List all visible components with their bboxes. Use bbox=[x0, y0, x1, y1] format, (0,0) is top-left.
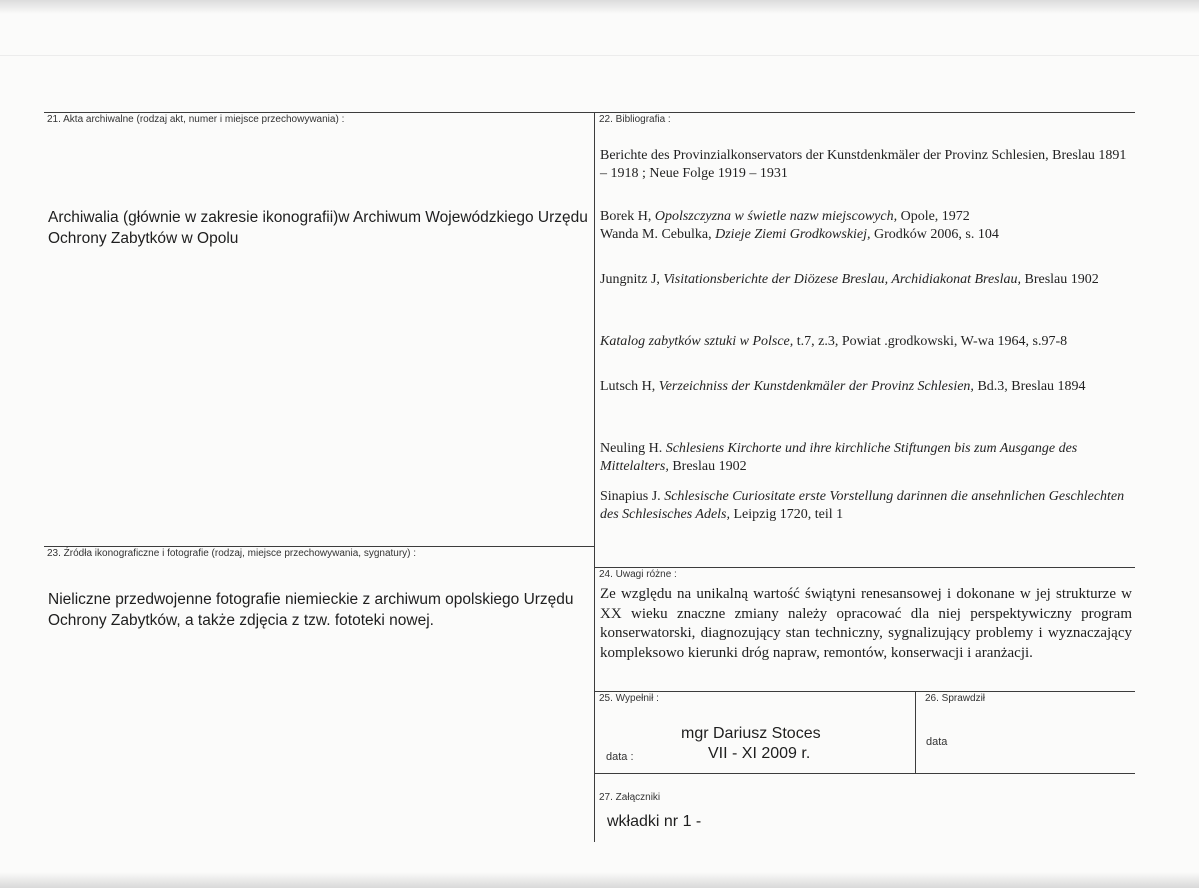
entry-details: Grodków 2006, s. 104 bbox=[870, 227, 999, 242]
bibliography-entry bbox=[600, 147, 1132, 183]
bibliography-entry bbox=[600, 226, 1132, 244]
entry-details: Breslau 1902 bbox=[1021, 272, 1099, 287]
bibliography-entry bbox=[600, 440, 1132, 476]
section25-26-divider bbox=[915, 691, 916, 773]
entry-details: t.7, z.3, Powiat .grodkowski, W-wa 1964, s.97-8 bbox=[793, 334, 1068, 349]
entry-title: Katalog zabytków sztuki w Polsce, bbox=[600, 334, 794, 349]
section21-label: 21. Akta archiwalne (rodzaj akt, numer i miejsce przechowywania) : bbox=[47, 114, 345, 125]
section22-label: 22. Bibliografia : bbox=[599, 114, 671, 125]
left-middle-rule bbox=[44, 546, 594, 547]
center-divider bbox=[594, 112, 595, 842]
scan-bottom-shadow bbox=[0, 872, 1199, 888]
bibliography-entry bbox=[600, 208, 1132, 226]
bibliography-entry bbox=[600, 333, 1132, 351]
filled-by-date: VII - XI 2009 r. bbox=[708, 745, 811, 762]
section26-date-label: data bbox=[926, 736, 948, 748]
section25-date-label: data : bbox=[606, 751, 634, 763]
entry-details: Bd.3, Breslau 1894 bbox=[973, 379, 1086, 394]
entry-title: Visitationsberichte der Diözese Breslau, Archidiakonat Breslau, bbox=[663, 272, 1021, 287]
scan-top-shadow bbox=[0, 0, 1199, 14]
entry-author: Jungnitz J, bbox=[600, 272, 664, 287]
section24-label: 24. Uwagi różne : bbox=[599, 569, 677, 580]
section23-text: Nieliczne przedwojenne fotografie niemieckie z archiwum opolskiego Urzędu Ochrony Zabytków, a także zdjęcia z tzw. fototeki nowej. bbox=[48, 591, 574, 629]
right-top-rule bbox=[595, 112, 1135, 113]
entry-title: Schlesische Curiositate erste Vorstellung darinnen die ansehnlichen Geschlechten des Schlesisches Adels, bbox=[600, 489, 1125, 522]
bibliography-entry bbox=[600, 488, 1132, 524]
entry-details: Leipzig 1720, teil 1 bbox=[730, 507, 844, 522]
right-section27-rule bbox=[595, 773, 1135, 774]
attachments-text: wkładki nr 1 - bbox=[607, 813, 702, 830]
bibliography-entry bbox=[600, 271, 1132, 289]
entry-title: Verzeichniss der Kunstdenkmäler der Provinz Schlesien, bbox=[658, 379, 974, 394]
entry-author: Neuling H. bbox=[600, 441, 666, 456]
scan-artifact-line bbox=[0, 55, 1199, 56]
filled-by-name: mgr Dariusz Stoces bbox=[681, 725, 821, 742]
entry-author: Wanda M. Cebulka, bbox=[600, 227, 716, 242]
entry-text: Berichte des Provinzialkonservators der Kunstdenkmäler der Provinz Schlesien, Breslau 1891 – 1918 ; Neue Folge 1919 – 1931 bbox=[600, 148, 1127, 181]
entry-author: Lutsch H, bbox=[600, 379, 659, 394]
section26-label: 26. Sprawdził bbox=[925, 693, 986, 704]
entry-details: Opole, 1972 bbox=[897, 209, 970, 224]
entry-author: Borek H, bbox=[600, 209, 655, 224]
entry-title: Dzieje Ziemi Grodkowskiej, bbox=[715, 227, 871, 242]
right-section24-rule bbox=[595, 567, 1135, 568]
entry-title: Schlesiens Kirchorte und ihre kirchliche Stiftungen bis zum Ausgange des Mittelalters, bbox=[600, 441, 1078, 474]
section23-label: 23. Źródła ikonograficzne i fotografie (rodzaj, miejsce przechowywania, sygnatury) : bbox=[47, 548, 417, 559]
section21-text: Archiwalia (głównie w zakresie ikonografii)w Archiwum Wojewódzkiego Urzędu Ochrony Zabytków w Opolu bbox=[48, 209, 588, 247]
section24-text: Ze względu na unikalną wartość świątyni renesansowej i dokonane w jej strukturze w XX wieku znaczne zmiany należy opracować dla niej perspektywiczny program konserwatorski, diagnozujący stan techniczny, sygnalizujący problemy i wyznaczający kompleksowo kierunki dróg napraw, remontów, konserwacji i aranżacji. bbox=[600, 586, 1132, 661]
section27-label: 27. Załączniki bbox=[599, 792, 661, 803]
entry-author: Sinapius J. bbox=[600, 489, 665, 504]
section25-label: 25. Wypełnił : bbox=[599, 693, 659, 704]
entry-details: Breslau 1902 bbox=[668, 459, 747, 474]
bibliography-entry bbox=[600, 378, 1132, 396]
right-section25-rule bbox=[595, 691, 1135, 692]
left-top-rule bbox=[44, 112, 594, 113]
entry-title: Opolszczyzna w świetle nazw miejscowych, bbox=[654, 209, 898, 224]
